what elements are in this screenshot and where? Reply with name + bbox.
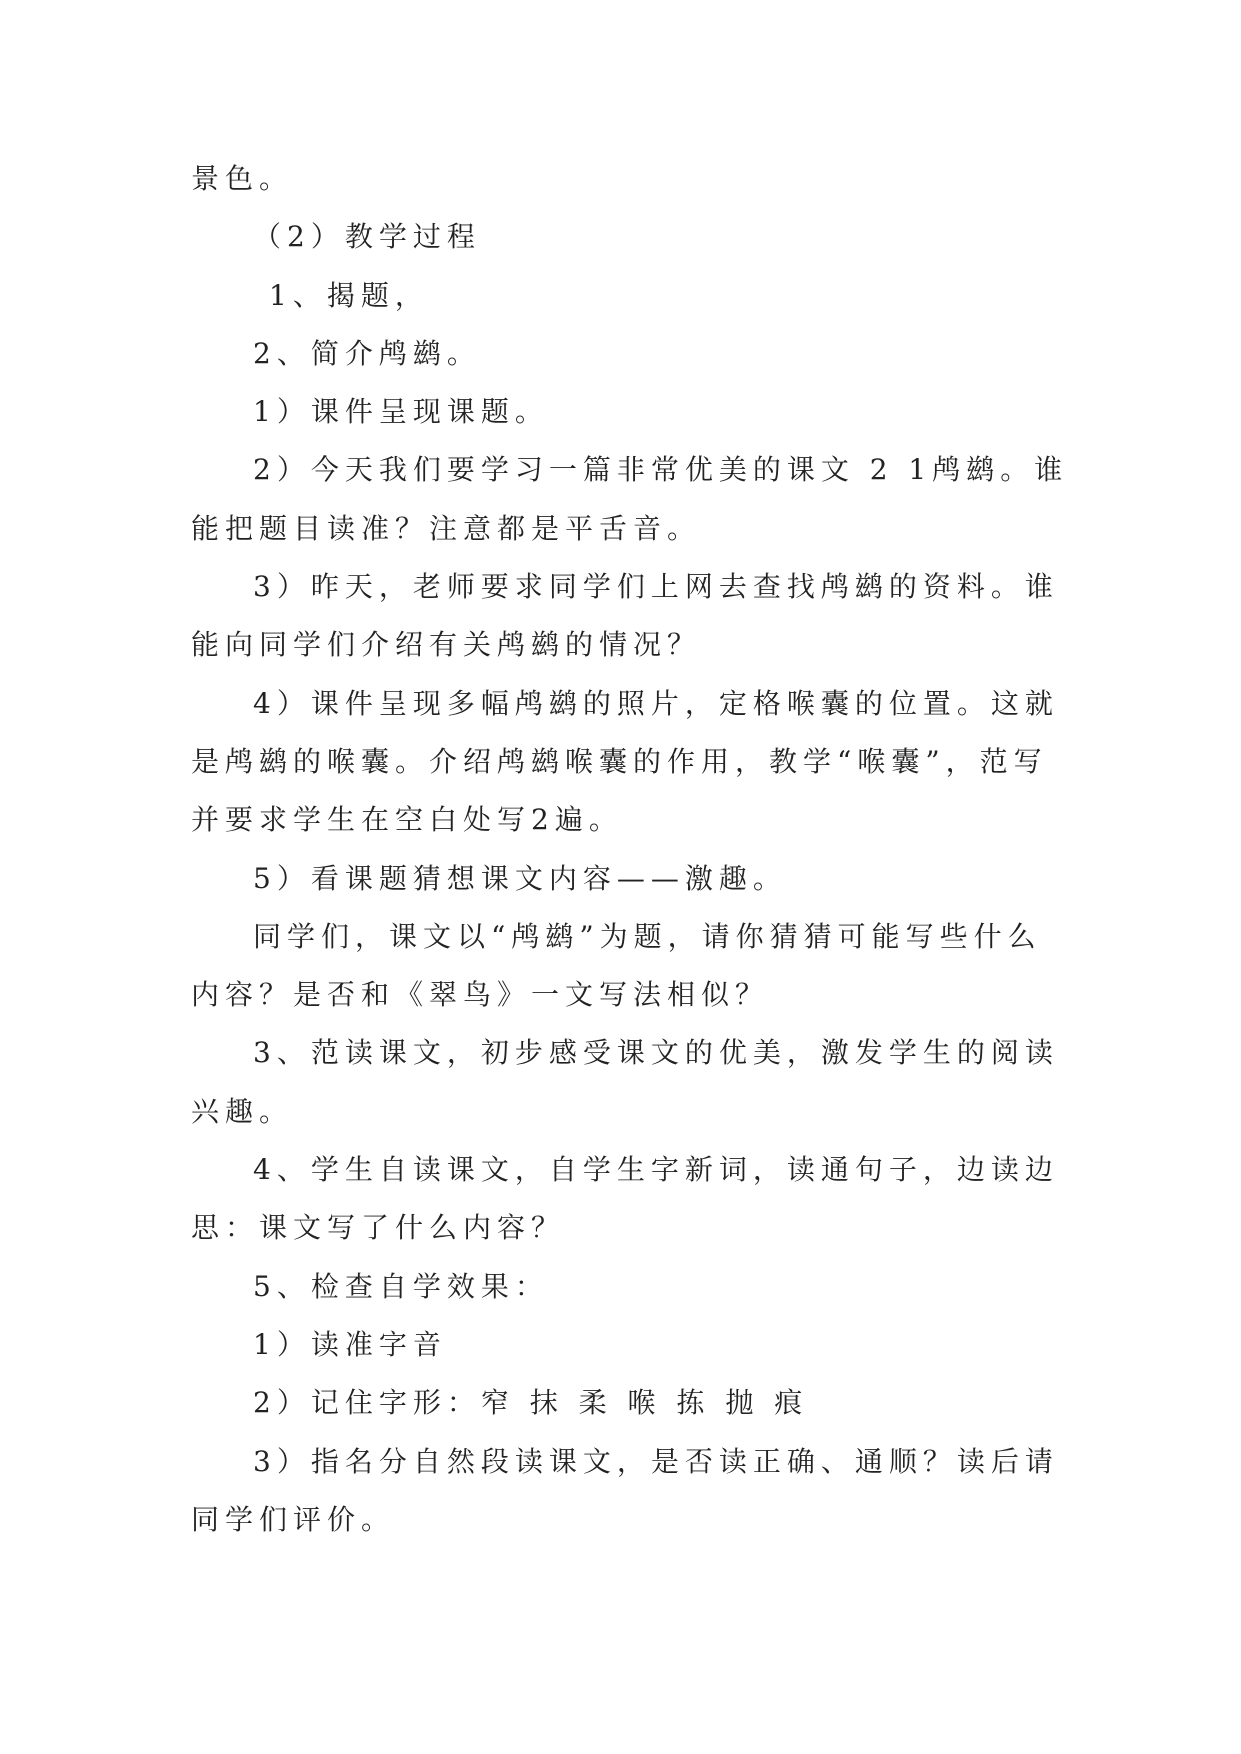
paragraph-line: 1）读准字音 xyxy=(253,1327,447,1361)
paragraph-line: 3）昨天，老师要求同学们上网去查找鸬鹚的资料。谁 xyxy=(253,570,1059,604)
paragraph-line: 思：课文写了什么内容？ xyxy=(191,1211,566,1245)
paragraph-line: 1）课件呈现课题。 xyxy=(253,395,549,429)
paragraph-line: 2）今天我们要学习一篇非常优美的课文 2 1鸬鹚。谁 xyxy=(253,453,1069,487)
paragraph-line: 并要求学生在空白处写2遍。 xyxy=(191,803,623,837)
paragraph-line: 1、揭题， xyxy=(269,278,429,312)
paragraph-line: 内容？是否和《翠鸟》一文写法相似？ xyxy=(191,978,770,1012)
paragraph-line: 兴趣。 xyxy=(191,1094,294,1128)
paragraph-line: 能向同学们介绍有关鸬鹚的情况？ xyxy=(191,628,702,662)
paragraph-line: 同学们，课文以“鸬鹚”为题，请你猜猜可能写些什么 xyxy=(253,919,1042,953)
paragraph-line: 2）记住字形：窄 抹 柔 喉 拣 抛 痕 xyxy=(253,1386,809,1420)
paragraph-line: 能把题目读准？注意都是平舌音。 xyxy=(191,511,702,545)
paragraph-line: 2、简介鸬鹚。 xyxy=(253,336,481,370)
document-page xyxy=(191,150,1069,1549)
paragraph-line: 5、检查自学效果： xyxy=(253,1269,549,1303)
section-heading: （2）教学过程 xyxy=(253,220,481,254)
paragraph-line: 景色。 xyxy=(191,162,294,195)
paragraph-line: 4、学生自读课文，自学生字新词，读通句子，边读边 xyxy=(253,1153,1059,1187)
paragraph-line: 是鸬鹚的喉囊。介绍鸬鹚喉囊的作用，教学“喉囊”，范写 xyxy=(191,744,1048,778)
paragraph-line: 5）看课题猜想课文内容——激趣。 xyxy=(253,861,787,895)
paragraph-line: 同学们评价。 xyxy=(191,1502,396,1536)
paragraph-line: 4）课件呈现多幅鸬鹚的照片，定格喉囊的位置。这就 xyxy=(253,686,1059,720)
paragraph-line: 3）指名分自然段读课文，是否读正确、通顺？读后请 xyxy=(253,1444,1059,1478)
paragraph-line: 3、范读课文，初步感受课文的优美，激发学生的阅读 xyxy=(253,1036,1059,1070)
